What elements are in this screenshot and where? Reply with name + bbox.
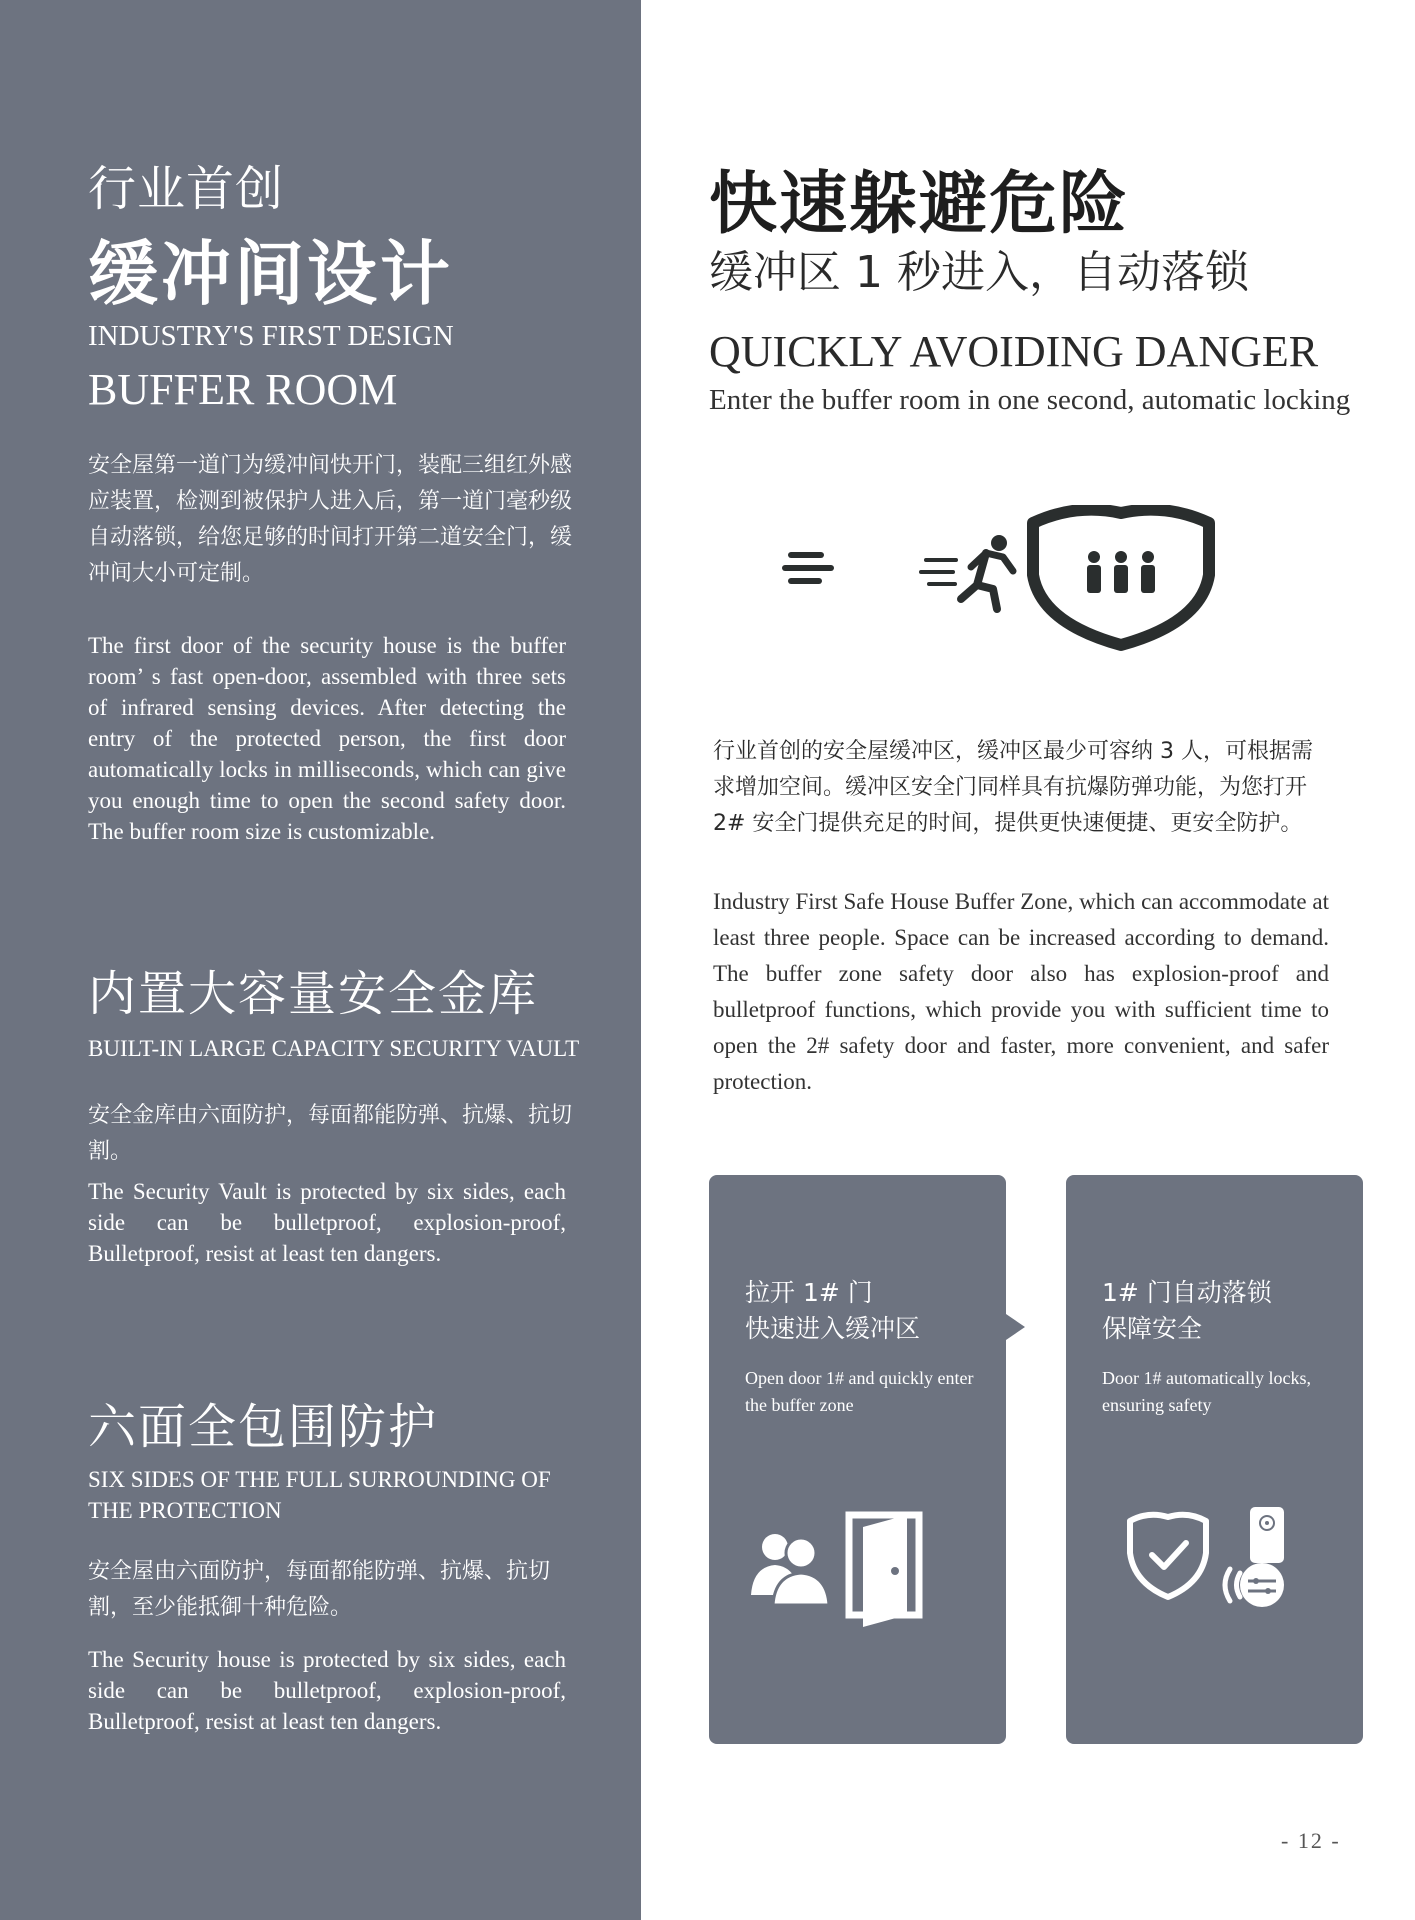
section2-en-title: BUILT-IN LARGE CAPACITY SECURITY VAULT xyxy=(88,1036,580,1061)
step-card-1-en: Open door 1# and quickly enter the buffer zone xyxy=(745,1368,974,1415)
step-card-1 xyxy=(709,1175,1006,1744)
step-arrow xyxy=(1006,1314,1025,1340)
section3-cn-paragraph: 安全屋由六面防护，每面都能防弹、抗爆、抗切割，至少能抵御十种危险。 xyxy=(88,1559,551,1620)
section3-en-title: SIX SIDES OF THE FULL SURROUNDING OF THE PROTECTION xyxy=(88,1467,551,1523)
step-card-1-cn-line1: 拉开 1# 门 xyxy=(745,1278,873,1307)
right-en-title: QUICKLY AVOIDING DANGER xyxy=(709,327,1319,376)
right-panel xyxy=(641,0,1415,1920)
right-en-subtitle: Enter the buffer room in one second, automatic locking xyxy=(709,384,1351,416)
speed-lines-icon xyxy=(785,555,831,581)
section2-cn-paragraph: 安全金库由六面防护，每面都能防弹、抗爆、抗切割。 xyxy=(88,1103,573,1164)
section3-en-paragraph: The Security house is protected by six sides, each side can be bulletproof, explosion-proof, Bulletproof, resist at least ten dangers. xyxy=(88,1647,566,1734)
right-en-paragraph: Industry First Safe House Buffer Zone, which can accommodate at least three people. Space can be increased according to demand. The buffer zone safety door also has explosion-proof and bulletproof functions, which provide you with sufficient time to open the 2# safety door and faster, more convenient, and safer protection. xyxy=(713,889,1329,1094)
step-card-2-cn-line1: 1# 门自动落锁 xyxy=(1102,1278,1272,1307)
right-subtitle: 缓冲区 1 秒进入，自动落锁 xyxy=(709,247,1249,298)
page-number: - 12 - xyxy=(1281,1828,1341,1853)
door-open-icon xyxy=(849,1515,919,1627)
step-card-2-en: Door 1# automatically locks, ensuring safety xyxy=(1102,1368,1311,1415)
right-cn-paragraph: 行业首创的安全屋缓冲区，缓冲区最少可容纳 3 人，可根据需求增加空间。缓冲区安全门同样具有抗爆防弹功能，为您打开 2# 安全门提供充足的时间，提供更快速便捷、更安全防护。 xyxy=(713,739,1313,836)
section2-title: 内置大容量安全金库 xyxy=(88,966,539,1022)
left-en-title: BUFFER ROOM xyxy=(88,365,398,414)
left-big-title: 缓冲间设计 xyxy=(88,233,453,315)
step-card-2-cn xyxy=(1102,1275,1272,1347)
right-title: 快速躲避危险 xyxy=(709,165,1130,244)
step-card-1-icons xyxy=(745,1505,975,1635)
sensor-lock-icon xyxy=(1225,1507,1284,1607)
shield-check-icon xyxy=(1130,1515,1206,1597)
running-person-icon xyxy=(921,535,1013,609)
step-card-2-cn-line2: 保障安全 xyxy=(1102,1314,1203,1343)
users-icon xyxy=(751,1534,829,1605)
left-small-title: 行业首创 xyxy=(88,161,285,217)
left-cn-paragraph: 安全屋第一道门为缓冲间快开门，装配三组红外感应装置，检测到被保护人进入后，第一道门毫秒级自动落锁，给您足够的时间打开第二道安全门，缓冲间大小可定制。 xyxy=(88,453,573,586)
section3-title: 六面全包围防护 xyxy=(88,1399,439,1455)
section2-en-paragraph: The Security Vault is protected by six sides, each side can be bulletproof, explosion-proof, Bulletproof, resist at least ten dangers. xyxy=(88,1179,566,1266)
shield-people-icon xyxy=(1033,510,1209,645)
step-card-2 xyxy=(1066,1175,1363,1744)
step-card-2-icons xyxy=(1102,1505,1332,1635)
step-card-1-cn xyxy=(745,1275,920,1347)
icon-row xyxy=(771,505,1371,655)
left-en-subtitle: INDUSTRY'S FIRST DESIGN xyxy=(88,320,454,352)
left-en-paragraph: The first door of the security house is the buffer room’ s fast open-door, assembled with three sets of infrared sensing devices. After detecting the entry of the protected person, the first door automatically locks in milliseconds, which can give you enough time to open the second safety door. The buffer room size is customizable. xyxy=(88,633,566,844)
step-card-1-cn-line2: 快速进入缓冲区 xyxy=(745,1314,921,1343)
left-panel xyxy=(0,0,641,1920)
